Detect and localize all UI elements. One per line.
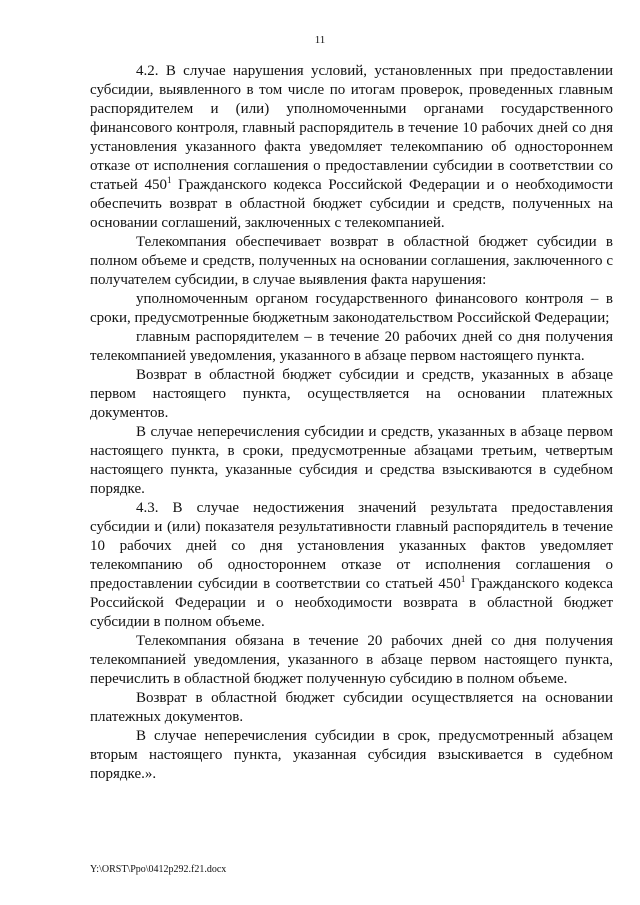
paragraph-4-3 — [90, 499, 613, 632]
paragraph: Возврат в областной бюджет субсидии осуществляется на основании платежных документов. — [90, 690, 613, 725]
footer-file-path: Y:\ORST\Ppo\0412p292.f21.docx — [90, 864, 227, 875]
page-number: 11 — [314, 34, 326, 46]
paragraph-text: Гражданского кодекса Российской Федерации и о необходимости возврата в областной бюджет субсидии в полном объеме. — [90, 576, 613, 630]
paragraph-text: 4.2. В случае нарушения условий, установленных при предоставлении субсидии, выявленного в том числе по итогам проверок, проведенных главным распорядителем и (или) уполномоченными органами государственного финансового контроля, главный распорядитель в течение 10 рабочих дней со дня установления указанного факта уведомляет телекомпанию об одностороннем отказе от исполнения соглашения о предоставлении субсидии в соответствии со статьей 450 — [90, 63, 613, 193]
paragraph: Телекомпания обеспечивает возврат в областной бюджет субсидии в полном объеме и средств, полученных на основании соглашения, заключенного с получателем субсидии, в случае выявления факта нарушения: — [90, 234, 613, 288]
paragraph-4-2 — [90, 62, 613, 233]
superscript: 1 — [166, 175, 172, 185]
paragraph: Телекомпания обязана в течение 20 рабочих дней со дня получения телекомпанией уведомления, указанного в абзаце первом настоящего пункта, перечислить в областной бюджет полученную субсидию в полном объеме. — [90, 633, 613, 687]
paragraph: уполномоченным органом государственного финансового контроля – в сроки, предусмотренные бюджетным законодательством Российской Федерации; — [90, 291, 613, 326]
paragraph: Возврат в областной бюджет субсидии и средств, указанных в абзаце первом настоящего пункта, осуществляется на основании платежных документов. — [90, 367, 613, 421]
paragraph: В случае неперечисления субсидии в срок, предусмотренный абзацем вторым настоящего пункта, указанная субсидия взыскивается в судебном порядке.». — [90, 728, 613, 782]
superscript: 1 — [460, 574, 466, 584]
document-body — [90, 62, 613, 784]
paragraph-text: Гражданского кодекса Российской Федерации и о необходимости обеспечить возврат в областной бюджет субсидии и средств, полученных на основании соглашений, заключенных с телекомпанией. — [90, 177, 613, 231]
paragraph-text: 4.3. В случае недостижения значений результата предоставления субсидии и (или) показателя результативности главный распорядитель в течение 10 рабочих дней со дня установления указанных фактов уведомляет телекомпанию об одностороннем отказе от исполнения соглашения о предоставлении субсидии в соответствии со статьей 450 — [90, 500, 613, 592]
paragraph: В случае неперечисления субсидии и средств, указанных в абзаце первом настоящего пункта, в сроки, предусмотренные абзацами третьим, четвертым настоящего пункта, указанные субсидия и средства взыскиваются в судебном порядке. — [90, 424, 613, 497]
paragraph: главным распорядителем – в течение 20 рабочих дней со дня получения телекомпанией уведомления, указанного в абзаце первом настоящего пункта. — [90, 329, 613, 364]
